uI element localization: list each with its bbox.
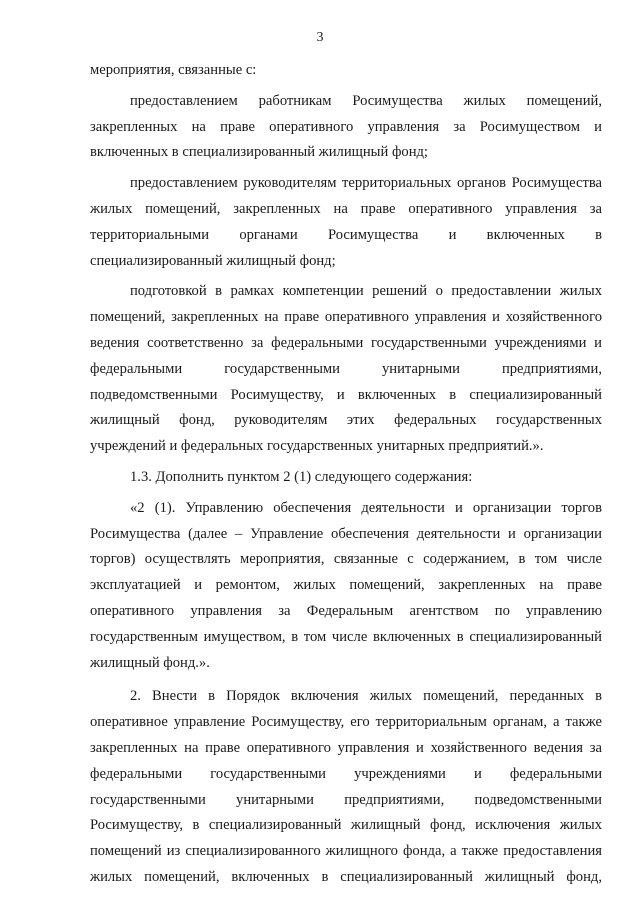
paragraph-intro: мероприятия, связанные с: xyxy=(90,62,257,78)
page-number: 3 xyxy=(316,30,324,45)
paragraph-clause-2: 2. Внести в Порядок включения жилых помещений, переданных в оперативное управление Росимуществу, его территориальным органам, а также закрепленных на праве оперативного управления и хозяйственного ведения за федеральными государственными учреждениями и федеральными государственными унитарными предприятиями, подведомственными Росимуществу, в специализированный жилищный фонд, исключения жилых помещений из специализированного жилищного фонда, а также предоставления жилых помещений, включенных в специализированный жилищный фонд, xyxy=(90,688,602,885)
paragraph-territorial-heads: предоставлением руководителям территориальных органов Росимущества жилых помещений, закрепленных на праве оперативного управления за территориальными органами Росимущества и включенных в специализированный жилищный фонд; xyxy=(90,175,602,269)
paragraph-clause-2-1: «2 (1). Управлению обеспечения деятельности и организации торгов Росимущества (далее – Управление обеспечения деятельности и организации торгов) осуществлять мероприятия, связанные с содержанием, в том числе эксплуатацией и ремонтом, жилых помещений, закрепленных на праве оперативного управления за Федеральным агентством по управлению государственным имуществом, в том числе включенных в специализированный жилищный фонд.». xyxy=(90,499,602,671)
paragraph-clause-1-3: 1.3. Дополнить пунктом 2 (1) следующего содержания: xyxy=(130,468,473,485)
paragraph-employees: предоставлением работникам Росимущества жилых помещений, закрепленных на праве оперативного управления за Росимуществом и включенных в специализированный жилищный фонд; xyxy=(90,92,602,161)
document-body xyxy=(90,58,602,891)
paragraph-institution-heads: подготовкой в рамках компетенции решений о предоставлении жилых помещений, закрепленных на праве оперативного управления и хозяйственного ведения соответственно за федеральными государственными учреждениями и федеральными государственными унитарными предприятиями, подведомственными Росимуществу, и включенных в специализированный жилищный фонд, руководителям этих федеральных государственных учреждений и федеральных государственных унитарных предприятий.». xyxy=(90,283,602,455)
